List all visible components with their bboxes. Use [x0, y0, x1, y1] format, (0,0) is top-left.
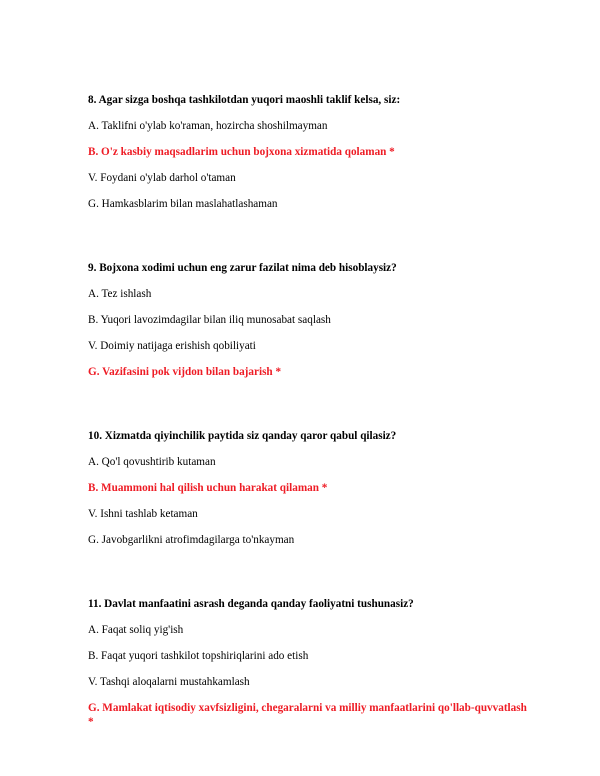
answer-option-correct: B. Muammoni hal qilish uchun harakat qilaman * [88, 482, 328, 494]
question-text: 9. Bojxona xodimi uchun eng zarur fazilat nima deb hisoblaysiz? [88, 262, 397, 274]
answer-option: G. Hamkasblarim bilan maslahatlashaman [88, 198, 278, 210]
answer-option: V. Tashqi aloqalarni mustahkamlash [88, 676, 250, 688]
question-text: 10. Xizmatda qiyinchilik paytida siz qanday qaror qabul qilasiz? [88, 430, 397, 442]
answer-option: A. Qo'l qovushtirib kutaman [88, 456, 216, 468]
question-8 [88, 93, 528, 211]
answer-option: V. Doimiy natijaga erishish qobiliyati [88, 340, 256, 352]
question-11 [88, 597, 528, 729]
answer-option-correct: G. Mamlakat iqtisodiy xavfsizligini, chegaralarni va milliy manfaatlarini qo'llab-quvvatlash * [88, 702, 527, 728]
answer-option-correct: G. Vazifasini pok vijdon bilan bajarish * [88, 366, 282, 378]
question-spacer [88, 223, 528, 261]
answer-option: V. Ishni tashlab ketaman [88, 508, 198, 520]
answer-option: G. Javobgarlikni atrofimdagilarga to'nkayman [88, 534, 295, 546]
answer-option: B. Faqat yuqori tashkilot topshiriqlarini ado etish [88, 650, 309, 662]
question-spacer [88, 559, 528, 597]
question-10 [88, 429, 528, 547]
question-spacer [88, 391, 528, 429]
question-text: 8. Agar sizga boshqa tashkilotdan yuqori maoshli taklif kelsa, siz: [88, 94, 401, 106]
quiz-page [88, 93, 528, 741]
question-9 [88, 261, 528, 379]
answer-option: B. Yuqori lavozimdagilar bilan iliq munosabat saqlash [88, 314, 331, 326]
answer-option: A. Faqat soliq yig'ish [88, 624, 184, 636]
answer-option: V. Foydani o'ylab darhol o'taman [88, 172, 236, 184]
answer-option: A. Tez ishlash [88, 288, 152, 300]
answer-option: A. Taklifni o'ylab ko'raman, hozircha shoshilmayman [88, 120, 328, 132]
question-text: 11. Davlat manfaatini asrash deganda qanday faoliyatni tushunasiz? [88, 598, 414, 610]
answer-option-correct: B. O'z kasbiy maqsadlarim uchun bojxona xizmatida qolaman * [88, 146, 395, 158]
